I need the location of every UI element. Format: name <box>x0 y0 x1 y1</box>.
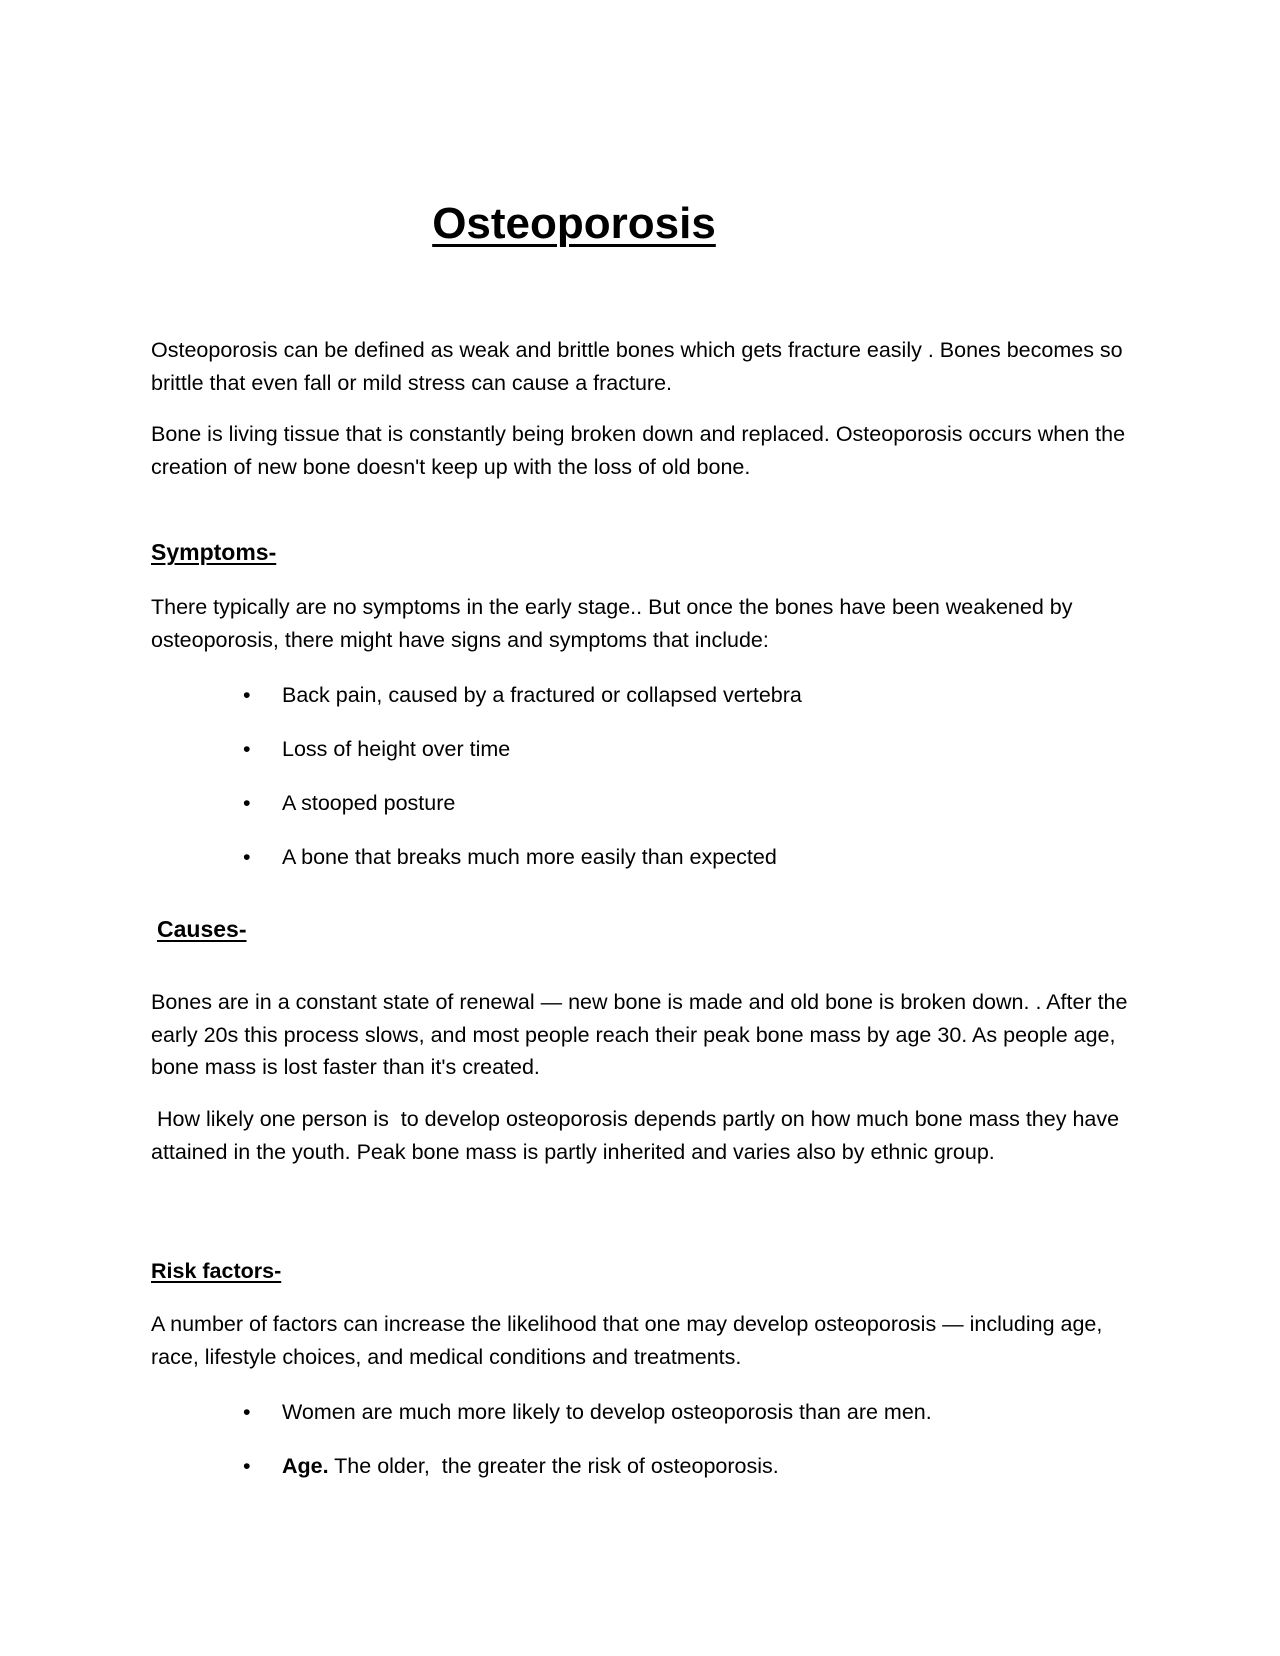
risk-factor-list-item <box>0 1451 1280 1481</box>
bullet-icon: • <box>243 791 251 815</box>
symptoms-paragraph: There typically are no symptoms in the early stage.. But once the bones have been weakened by osteoporosis, there might have signs and symptoms that include: <box>151 595 1073 652</box>
causes-paragraph-1: Bones are in a constant state of renewal — new bone is made and old bone is broken down. . After the early 20s this process slows, and most people reach their peak bone mass by age 30. As people age, bone mass is lost faster than it's created. <box>151 990 1128 1079</box>
bullet-icon: • <box>243 1454 251 1478</box>
document-title: Osteoporosis <box>432 199 716 248</box>
symptom-text: A bone that breaks much more easily than expected <box>282 845 777 869</box>
bullet-icon: • <box>243 683 251 707</box>
symptoms-heading: Symptoms- <box>151 539 277 565</box>
symptom-text: Back pain, caused by a fractured or collapsed vertebra <box>282 683 802 707</box>
risk-factors-heading: Risk factors- <box>151 1259 282 1283</box>
bullet-icon: • <box>243 737 251 761</box>
risk-factor-body: Women are much more likely to develop osteoporosis than are men. <box>282 1400 932 1424</box>
risk-factors-paragraph: A number of factors can increase the likelihood that one may develop osteoporosis — including age, race, lifestyle choices, and medical conditions and treatments. <box>151 1312 1103 1369</box>
risk-factor-lead: Age. <box>282 1454 329 1478</box>
bullet-icon: • <box>243 1400 251 1424</box>
risk-factor-list-item <box>0 1397 1280 1427</box>
symptom-list-item <box>0 680 1280 710</box>
risk-factor-text <box>282 1397 932 1427</box>
bullet-icon: • <box>243 845 251 869</box>
risk-factor-body: The older, the greater the risk of osteoporosis. <box>328 1454 779 1478</box>
intro-paragraph-2: Bone is living tissue that is constantly being broken down and replaced. Osteoporosis occurs when the creation of new bone doesn't keep up with the loss of old bone. <box>151 422 1126 479</box>
intro-paragraph-1: Osteoporosis can be defined as weak and brittle bones which gets fracture easily . Bones becomes so brittle that even fall or mild stress can cause a fracture. <box>151 338 1123 395</box>
risk-factor-text <box>282 1451 779 1481</box>
causes-paragraph-2: How likely one person is to develop osteoporosis depends partly on how much bone mass they have attained in the youth. Peak bone mass is partly inherited and varies also by ethnic group. <box>151 1107 1126 1164</box>
symptom-list-item <box>0 734 1280 764</box>
symptom-text: Loss of height over time <box>282 737 511 761</box>
symptom-list-item <box>0 788 1280 818</box>
symptom-text: A stooped posture <box>282 791 456 815</box>
symptom-list-item <box>0 842 1280 872</box>
causes-heading: Causes- <box>157 916 247 942</box>
